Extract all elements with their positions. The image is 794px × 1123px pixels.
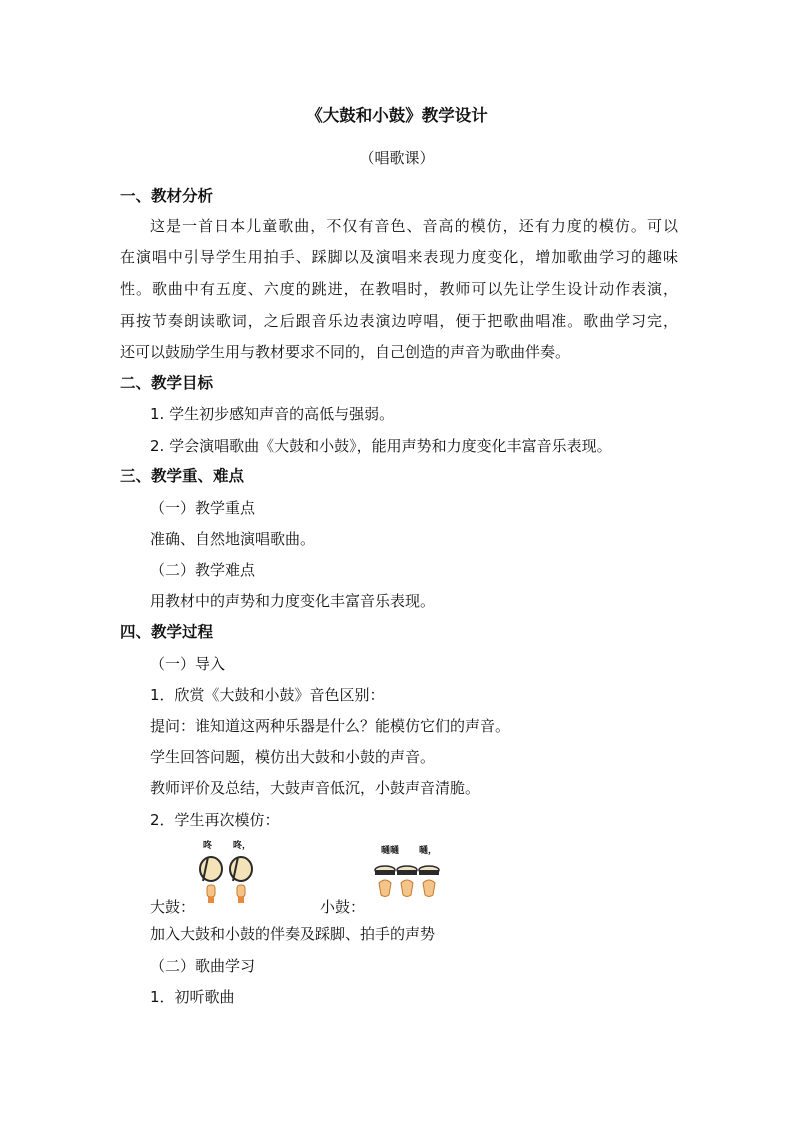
objective-item: 2. 学会演唱歌曲《大鼓和小鼓》，能用声势和力度变化丰富音乐表现。	[150, 437, 612, 455]
small-drum-label: 小鼓：	[320, 898, 366, 916]
process-line: 学生回答问题，模仿出大鼓和小鼓的声音。	[150, 748, 436, 766]
process-line: 提问：谁知道这两种乐器是什么？能模仿它们的声音。	[150, 717, 511, 735]
page-title: 《大鼓和小鼓》教学设计	[306, 106, 488, 125]
process-line: 1．初听歌曲	[150, 988, 235, 1006]
subheading-intro: （一）导入	[150, 655, 226, 673]
subheading-key-point: （一）教学重点	[150, 499, 256, 517]
big-drum-label: 大鼓：	[150, 898, 196, 916]
big-drum-sound-2: 咚，	[233, 841, 252, 851]
subheading-song-learning: （二）歌曲学习	[150, 957, 256, 975]
objective-item: 1. 学生初步感知声音的高低与强弱。	[150, 405, 395, 423]
process-line: 1．欣赏《大鼓和小鼓》音色区别：	[150, 686, 385, 704]
page-subtitle: （唱歌课）	[359, 149, 435, 167]
section-heading-key-points: 三、教学重、难点	[120, 467, 245, 485]
small-drum-icon	[374, 861, 440, 907]
paragraph-line: 再按节奏朗读歌词，之后跟音乐边表演边哼唱，便于把歌曲唱准。歌曲学习完，	[120, 312, 678, 330]
big-drum-sound-1: 咚	[203, 841, 213, 851]
key-point-text: 准确、自然地演唱歌曲。	[150, 530, 316, 548]
paragraph-line: 这是一首日本儿童歌曲，不仅有音色、音高的模仿，还有力度的模仿。可以	[150, 217, 678, 235]
process-line: 加入大鼓和小鼓的伴奏及踩脚、拍手的声势	[150, 925, 436, 943]
section-heading-analysis: 一、教材分析	[120, 187, 214, 205]
process-line: 2．学生再次模仿：	[150, 811, 280, 829]
section-heading-process: 四、教学过程	[120, 623, 214, 641]
process-line: 教师评价及总结，大鼓声音低沉，小鼓声音清脆。	[150, 779, 481, 797]
difficulty-text: 用教材中的声势和力度变化丰富音乐表现。	[150, 592, 436, 610]
small-drum-sound-1: 嗵嗵	[381, 846, 400, 856]
section-heading-objectives: 二、教学目标	[120, 374, 214, 392]
paragraph-line: 性。歌曲中有五度、六度的跳进，在教唱时，教师可以先让学生设计动作表演，	[120, 280, 678, 298]
small-drum-sound-2: 嗵，	[419, 846, 438, 856]
subheading-difficulty: （二）教学难点	[150, 561, 256, 579]
paragraph-line: 在演唱中引导学生用拍手、踩脚以及演唱来表现力度变化，增加歌曲学习的趣味	[120, 248, 678, 266]
big-drum-icon	[196, 856, 256, 906]
paragraph-line: 还可以鼓励学生用与教材要求不同的，自己创造的声音为歌曲伴奏。	[120, 343, 571, 361]
